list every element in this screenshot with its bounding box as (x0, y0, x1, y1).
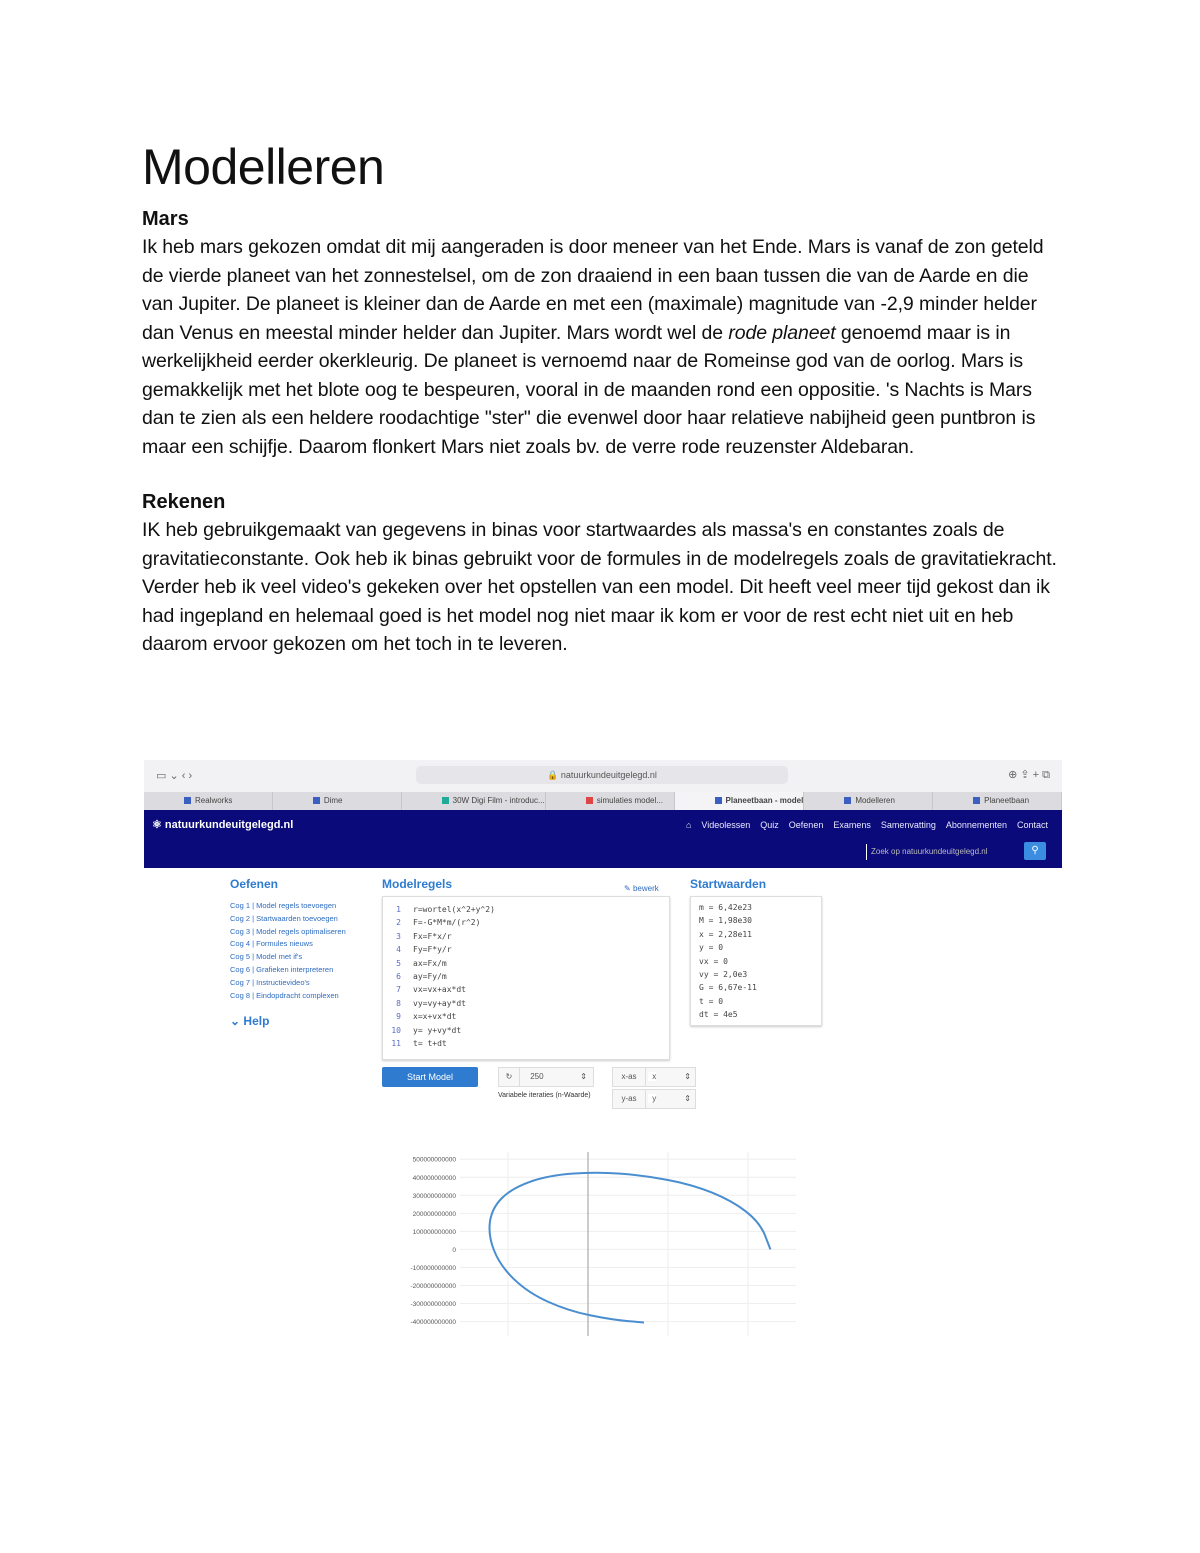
list-item: Cog 2 | Startwaarden toevoegen (230, 913, 338, 923)
list-item: Cog 8 | Eindopdracht complexen (230, 990, 339, 1000)
browser-tabs (144, 792, 1062, 810)
code-line: 6 ay=Fy/m (396, 972, 447, 982)
startwaarde: vx = 0 (699, 956, 728, 966)
list-item: Cog 6 | Grafieken interpreteren (230, 964, 334, 974)
menu-item: Samenvatting (880, 820, 936, 830)
sidebar-icon: ▭ ⌄ ‹ › (156, 770, 193, 782)
oefenen-title: Oefenen (230, 877, 279, 891)
list-item: Cog 3 | Model regels optimaliseren (230, 926, 346, 936)
site-logo: ⚛ natuurkundeuitgelegd.nl (152, 819, 294, 831)
section-text-rekenen: IK heb gebruikgemaakt van gegevens in binas voor startwaardes als massa's en constantes zoals de gravitatieconstante. Ook heb ik binas gebruikt voor de formules in de modelregels zoals de gravitatiekracht. Verder heb ik veel video's gekeken over het opstellen van een model. Dit heeft veel meer tijd gekost dan ik had ingepland en helemaal goed is het model nog niet maar ik kom er voor de rest echt niet uit en heb daarom ervoor gekozen om het toch in te leveren. (142, 519, 1057, 655)
menu-item: Contact (1016, 820, 1048, 830)
home-icon: ⌂ (685, 820, 692, 830)
menu-item: Abonnementen (945, 820, 1007, 830)
startwaarde: vy = 2,0e3 (699, 970, 748, 980)
browser-tab: Dime (273, 792, 402, 810)
steps-input: ↻ 250 ⇕ (498, 1067, 594, 1087)
section-text-mars: Ik heb mars gekozen omdat dit mij aangeraden is door meneer van het Ende. Mars is vanaf de zon geteld de vierde planeet van het zonnestelsel, om de zon draaiend in een baan tussen die van de Aarde en die van Jupiter. De planeet is kleiner dan de Aarde en met een (maximale) magnitude van -2,9 minder helder dan Venus en meestal minder helder dan Jupiter. Mars wordt wel de rode planeet genoemd maar is in werkelijkheid eerder okerkleurig. De planeet is vernoemd naar de Romeinse god van de oorlog. Mars is gemakkelijk met het blote oog te bespeuren, vooral in de maanden rond een oppositie. 's Nachts is Mars dan te zien als een heldere roodachtige "ster" die evenwel door haar relatieve nabijheid geen puntbron is maar een schijfje. Daarom flonkert Mars niet zoals bv. de verre rode reuzenster Aldebaran. (142, 236, 1044, 458)
stepper-icon: ⇕ (580, 1072, 587, 1081)
code-line: 8 vy=vy+ay*dt (396, 998, 466, 1008)
y-tick-label: -200000000000 (410, 1282, 456, 1290)
code-line: 1 r=wortel(x^2+y^2) (396, 905, 495, 914)
y-tick-label: 0 (452, 1246, 456, 1254)
refresh-icon: ↻ (499, 1068, 520, 1086)
browser-tab: Planeetbaan (933, 792, 1062, 810)
help-toggle: ⌄ Help (230, 1014, 270, 1028)
startwaarde: y = 0 (699, 943, 724, 953)
startwaarden-box (690, 896, 822, 1026)
address-bar: 🔒 natuurkundeuitgelegd.nl (416, 766, 788, 784)
select-arrow-icon: ⇕ (684, 1094, 691, 1103)
orbit-chart (388, 1140, 808, 1340)
emphasis-rode-planeet: rode planeet (728, 321, 836, 344)
browser-tab: 30W Digi Film - introduc... (402, 792, 546, 810)
y-tick-label: 300000000000 (412, 1192, 456, 1200)
y-tick-label: 500000000000 (412, 1156, 456, 1164)
startwaarde: x = 2,28e11 (699, 929, 752, 939)
menu-item: Videolessen (701, 820, 751, 830)
browser-tab: Planeetbaan - model (675, 792, 805, 810)
x-axis-select: x-as x ⇕ (612, 1067, 696, 1087)
menu-item: Examens (833, 820, 871, 830)
code-line: 3 Fx=F*x/r (396, 931, 452, 941)
menu-item: Quiz (760, 820, 779, 830)
code-line: 4 Fy=F*y/r (396, 945, 452, 955)
startwaarde: t = 0 (699, 996, 724, 1006)
startwaarden-title: Startwaarden (690, 877, 767, 891)
steps-hint: Variabele iteraties (n-Waarde) (498, 1092, 591, 1099)
code-line: 11 t= t+dt (391, 1039, 447, 1049)
code-line: 7 vx=vx+ax*dt (396, 985, 466, 995)
modelregels-editor (382, 896, 670, 1060)
startwaarde: G = 6,67e-11 (699, 983, 757, 993)
list-item: Cog 4 | Formules nieuws (230, 939, 313, 949)
select-arrow-icon: ⇕ (684, 1072, 691, 1081)
y-tick-label: 100000000000 (412, 1228, 456, 1236)
embedded-screenshot (144, 760, 1062, 1340)
list-item: Cog 1 | Model regels toevoegen (230, 901, 337, 910)
modelregels-title: Modelregels (382, 877, 453, 891)
site-menu (686, 820, 1048, 830)
browser-tab: Realworks (144, 792, 273, 810)
toolbar-icons: ⊕ ⇪ + ⧉ (1008, 769, 1050, 781)
site-search: Zoek op natuurkundeuitgelegd.nl (866, 844, 1021, 860)
startwaarde: m = 6,42e23 (699, 903, 752, 912)
browser-tab: Modelleren (804, 792, 933, 810)
section-heading-mars: Mars (142, 208, 189, 230)
code-line: 2 F=-G*M*m/(r^2) (396, 918, 481, 928)
browser-toolbar (144, 760, 1062, 792)
code-line: 5 ax=Fx/m (396, 958, 447, 968)
y-tick-label: -300000000000 (410, 1301, 456, 1309)
start-model-button: Start Model (382, 1067, 478, 1087)
browser-tab: simulaties model... (546, 792, 675, 810)
code-line: 10 y= y+vy*dt (391, 1025, 462, 1035)
startwaarde: dt = 4e5 (699, 1010, 738, 1020)
menu-item: Oefenen (788, 820, 824, 830)
list-item: Cog 7 | Instructievideo's (230, 977, 310, 987)
oefenen-list (230, 900, 346, 1002)
y-tick-label: 200000000000 (412, 1210, 456, 1218)
list-item: Cog 5 | Model met if's (230, 952, 303, 962)
bewerk-link: ✎ bewerk (624, 884, 659, 893)
document (142, 140, 1062, 659)
y-tick-label: 400000000000 (412, 1174, 456, 1182)
code-line: 9 x=x+vx*dt (396, 1012, 457, 1022)
section-heading-rekenen: Rekenen (142, 491, 226, 513)
y-tick-label: -100000000000 (410, 1264, 456, 1272)
site-navbar (144, 810, 1062, 868)
y-axis-select: y-as y ⇕ (612, 1089, 696, 1109)
search-icon: ⚲ (1024, 842, 1046, 860)
chevron-down-icon: ⌄ (230, 1014, 241, 1028)
startwaarde: M = 1,98e30 (699, 916, 752, 926)
page-title: Modelleren (142, 139, 385, 195)
y-tick-label: -400000000000 (410, 1319, 456, 1327)
